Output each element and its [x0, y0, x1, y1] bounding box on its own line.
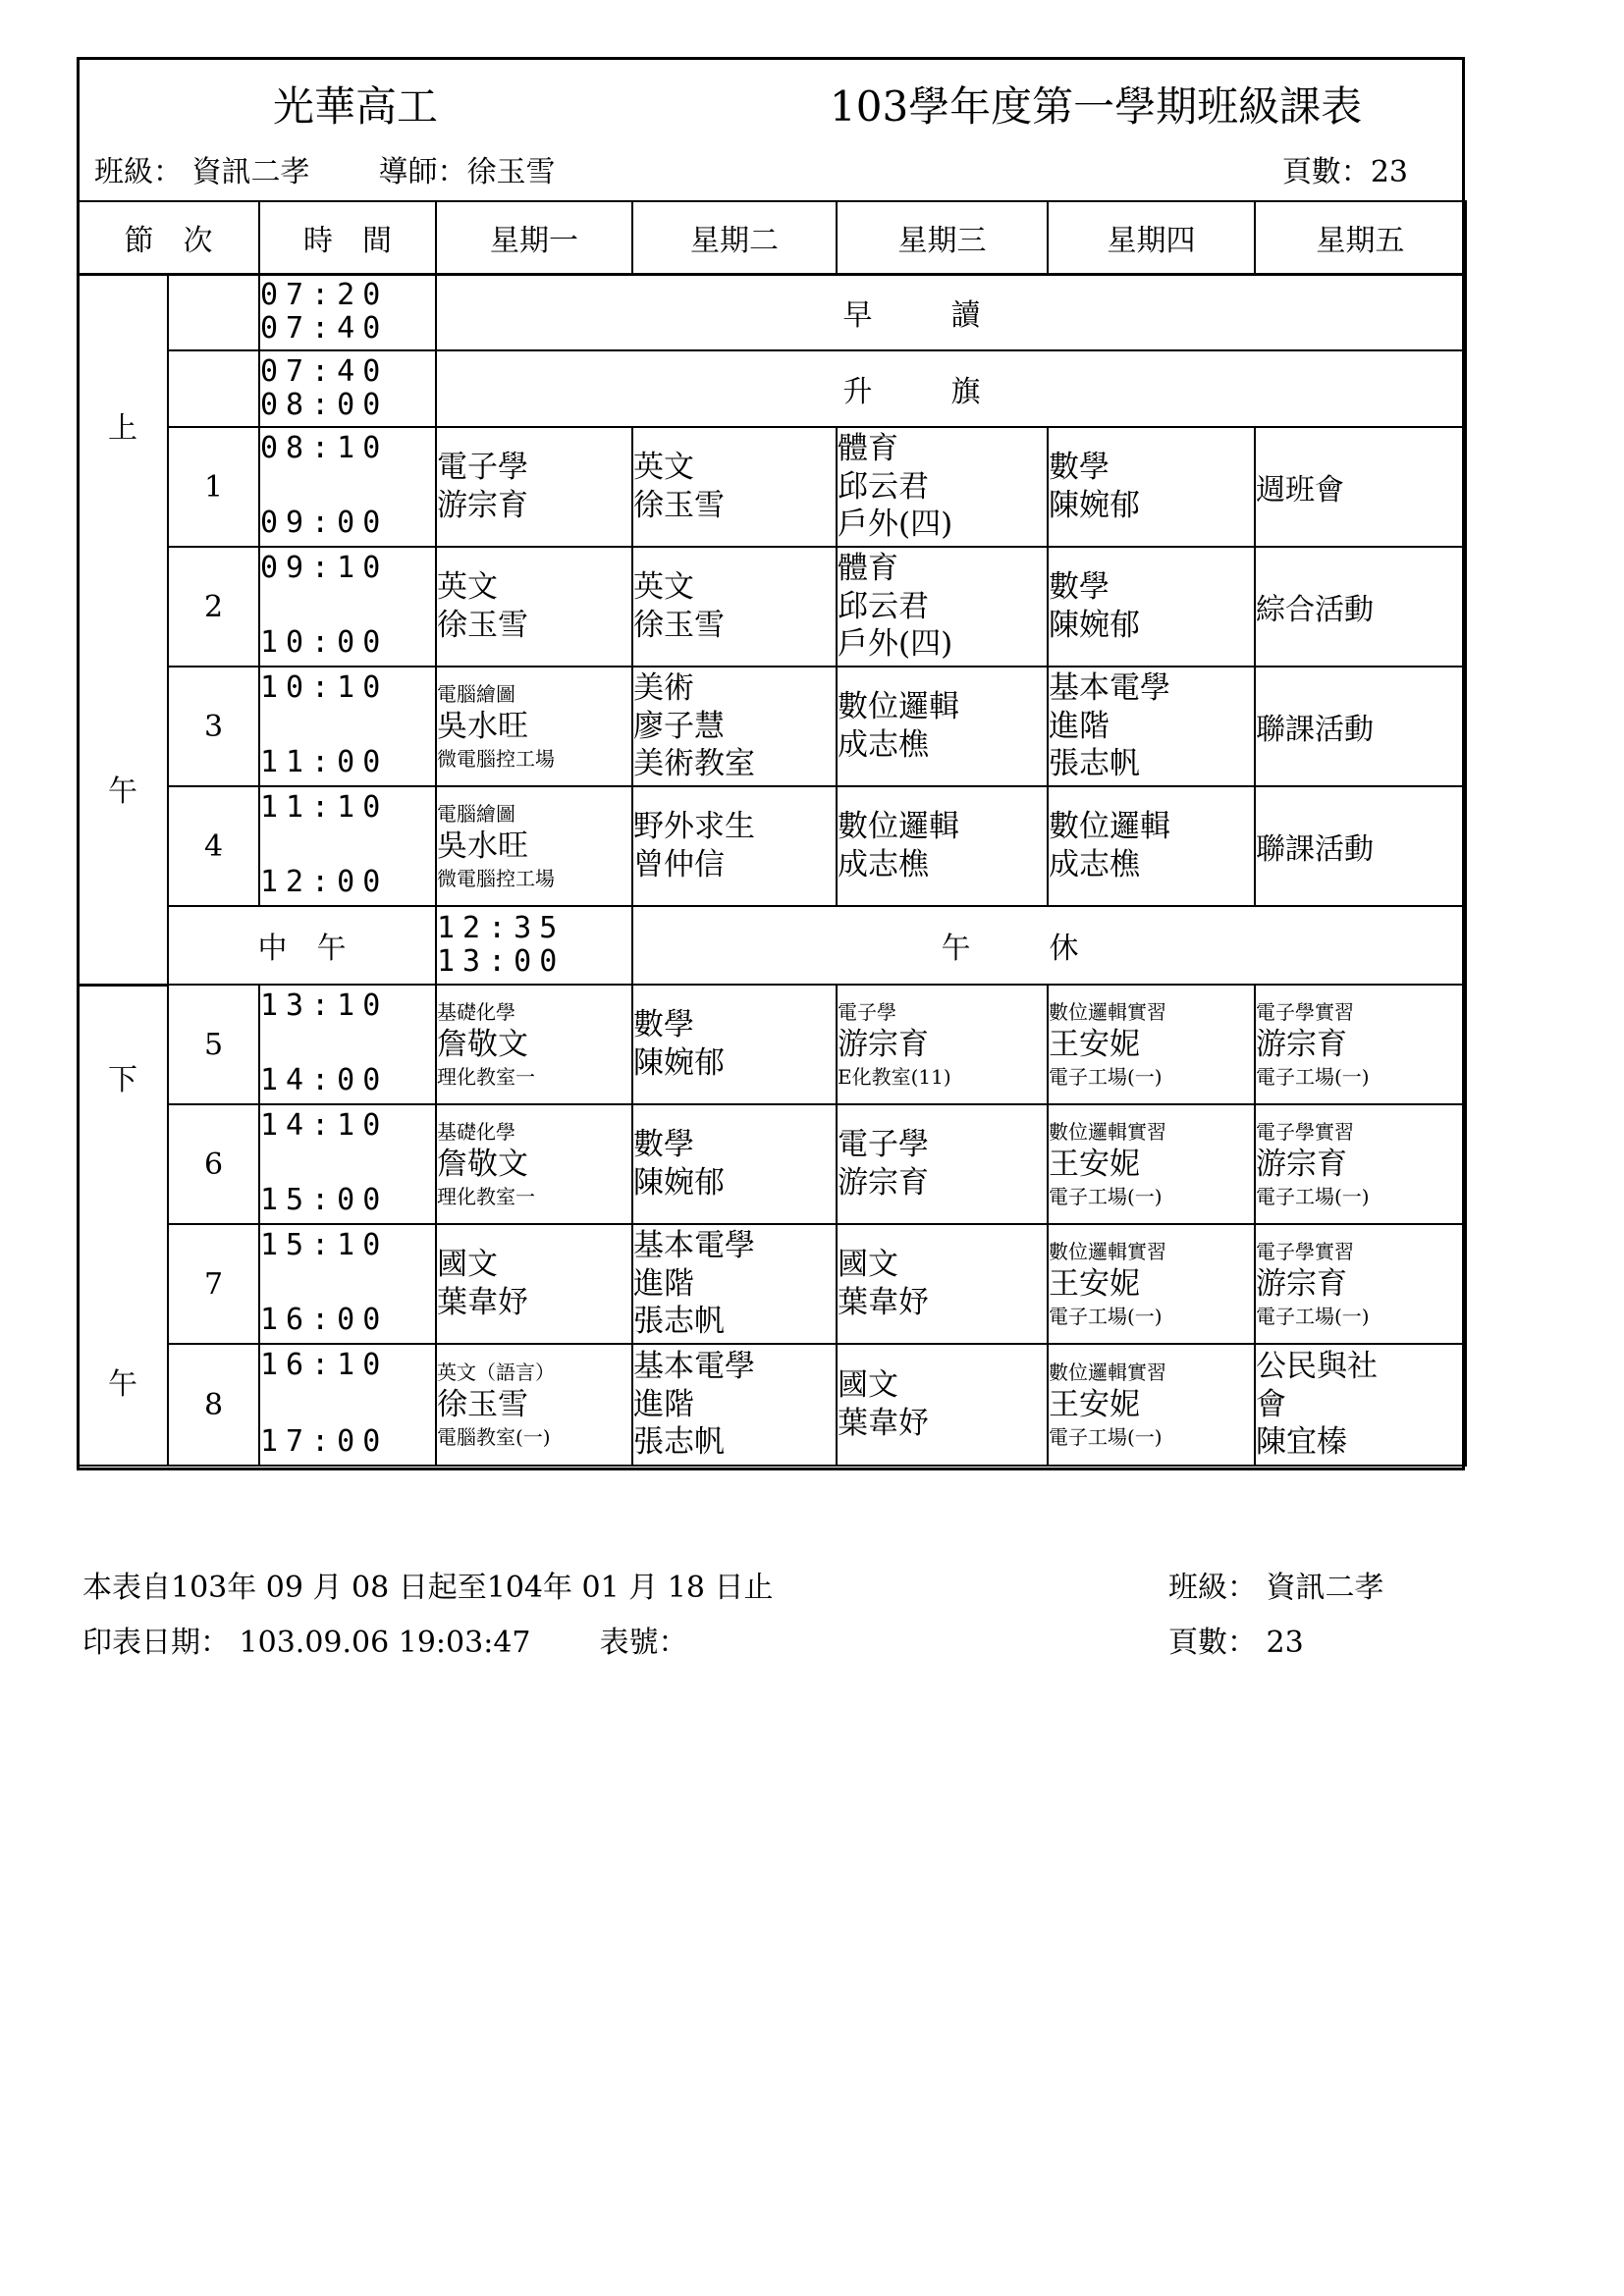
class-line [94, 147, 556, 190]
period-row [78, 427, 1466, 547]
period-time: 14:10 15:00 [259, 1104, 436, 1224]
class-cell: 電子學 游宗育 [436, 427, 632, 547]
afternoon-label: 下 午 [78, 985, 168, 1466]
class-cell: 英文 徐玉雪 [436, 547, 632, 667]
period-row [78, 786, 1466, 906]
class-cell: 數學 陳婉郁 [1048, 427, 1255, 547]
col-thu: 星期四 [1048, 201, 1255, 274]
teacher-label: 導師： [378, 155, 467, 189]
class-cell: 基本電學 進階 張志帆 [1048, 667, 1255, 786]
event-time: 07:20 07:40 [259, 274, 436, 350]
period-time: 08:10 09:00 [259, 427, 436, 547]
event-name: 午休 [632, 906, 1466, 985]
class-cell: 基礎化學 詹敬文 理化教室一 [436, 1104, 632, 1224]
page-value: 23 [1370, 155, 1408, 189]
class-cell: 國文 葉韋妤 [837, 1344, 1048, 1466]
noon-label: 中 午 [168, 906, 436, 985]
col-mon: 星期一 [436, 201, 632, 274]
class-cell: 基本電學 進階 張志帆 [632, 1224, 837, 1344]
class-cell: 聯課活動 [1255, 786, 1466, 906]
header [77, 57, 1465, 202]
class-cell: 公民與社 會 陳宜榛 [1255, 1344, 1466, 1466]
noon-row [78, 906, 1466, 985]
class-cell: 電腦繪圖 吳水旺 微電腦控工場 [436, 786, 632, 906]
timetable [77, 200, 1467, 1467]
class-cell: 數位邏輯 成志樵 [1048, 786, 1255, 906]
period-number: 3 [168, 667, 259, 786]
class-cell: 國文 葉韋妤 [436, 1224, 632, 1344]
class-cell: 綜合活動 [1255, 547, 1466, 667]
col-tue: 星期二 [632, 201, 837, 274]
page-title: 103學年度第一學期班級課表 [830, 82, 1363, 131]
col-fri: 星期五 [1255, 201, 1466, 274]
header-row [78, 201, 1466, 274]
class-cell: 電子學實習 游宗育 電子工場(一) [1255, 1224, 1466, 1344]
class-cell: 電子學實習 游宗育 電子工場(一) [1255, 1104, 1466, 1224]
class-cell: 數位邏輯實習 王安妮 電子工場(一) [1048, 1344, 1255, 1466]
class-cell: 數位邏輯 成志樵 [837, 786, 1048, 906]
footer-page: 頁數： 23 [1168, 1626, 1304, 1660]
period-row [78, 985, 1466, 1104]
period-time: 15:10 16:00 [259, 1224, 436, 1344]
class-cell: 英文 徐玉雪 [632, 547, 837, 667]
class-cell: 電子學 游宗育 E化教室(11) [837, 985, 1048, 1104]
period-time: 13:10 14:00 [259, 985, 436, 1104]
period-time: 11:10 12:00 [259, 786, 436, 906]
morning-label: 上 午 [78, 274, 168, 985]
class-cell: 電子學實習 游宗育 電子工場(一) [1255, 985, 1466, 1104]
event-name: 升旗 [436, 350, 1466, 427]
period-number: 1 [168, 427, 259, 547]
event-time: 07:40 08:00 [259, 350, 436, 427]
class-cell: 數學 陳婉郁 [1048, 547, 1255, 667]
period-row [78, 1224, 1466, 1344]
class-cell: 野外求生 曾仲信 [632, 786, 837, 906]
class-label: 班級： [94, 155, 183, 189]
event-row [78, 350, 1466, 427]
period-number: 5 [168, 985, 259, 1104]
class-cell: 電子學 游宗育 [837, 1104, 1048, 1224]
class-cell: 數學 陳婉郁 [632, 1104, 837, 1224]
period-number: 8 [168, 1344, 259, 1466]
event-time: 12:35 13:00 [436, 906, 632, 985]
class-cell: 美術 廖子慧 美術教室 [632, 667, 837, 786]
period-time: 16:10 17:00 [259, 1344, 436, 1466]
class-cell: 國文 葉韋妤 [837, 1224, 1048, 1344]
period-number: 6 [168, 1104, 259, 1224]
class-cell: 體育 邱云君 戶外(四) [837, 427, 1048, 547]
class-cell: 週班會 [1255, 427, 1466, 547]
period-number: 4 [168, 786, 259, 906]
class-cell: 數位邏輯實習 王安妮 電子工場(一) [1048, 1104, 1255, 1224]
period-row [78, 1104, 1466, 1224]
class-name: 資訊二孝 [191, 155, 310, 189]
page-label: 頁數： [1281, 155, 1371, 189]
page-number [1282, 147, 1408, 190]
class-cell: 數位邏輯 成志樵 [837, 667, 1048, 786]
col-period: 節 次 [78, 201, 259, 274]
col-wed: 星期三 [837, 201, 1048, 274]
class-cell: 數學 陳婉郁 [632, 985, 837, 1104]
class-cell: 體育 邱云君 戶外(四) [837, 547, 1048, 667]
class-cell: 英文（語言） 徐玉雪 電腦教室(一) [436, 1344, 632, 1466]
school-name: 光華高工 [273, 82, 439, 131]
period-number: 7 [168, 1224, 259, 1344]
class-cell: 聯課活動 [1255, 667, 1466, 786]
col-time: 時 間 [259, 201, 436, 274]
period-row [78, 547, 1466, 667]
class-cell: 英文 徐玉雪 [632, 427, 837, 547]
class-cell: 數位邏輯實習 王安妮 電子工場(一) [1048, 1224, 1255, 1344]
class-cell: 基礎化學 詹敬文 理化教室一 [436, 985, 632, 1104]
print-info [82, 1618, 688, 1661]
class-cell: 基本電學 進階 張志帆 [632, 1344, 837, 1466]
event-name: 早讀 [436, 274, 1466, 350]
table-number: 表號： [599, 1626, 688, 1660]
event-row [78, 274, 1466, 350]
period-row [78, 667, 1466, 786]
class-cell: 數位邏輯實習 王安妮 電子工場(一) [1048, 985, 1255, 1104]
date-range: 本表自103年 09 月 08 日起至104年 01 月 18 日止 [82, 1571, 774, 1605]
class-cell: 電腦繪圖 吳水旺 微電腦控工場 [436, 667, 632, 786]
period-row [78, 1344, 1466, 1466]
print-date: 印表日期： 103.09.06 19:03:47 [82, 1626, 531, 1660]
period-number: 2 [168, 547, 259, 667]
teacher-name: 徐玉雪 [466, 155, 556, 189]
period-time: 09:10 10:00 [259, 547, 436, 667]
period-time: 10:10 11:00 [259, 667, 436, 786]
footer-class: 班級： 資訊二孝 [1168, 1571, 1384, 1605]
